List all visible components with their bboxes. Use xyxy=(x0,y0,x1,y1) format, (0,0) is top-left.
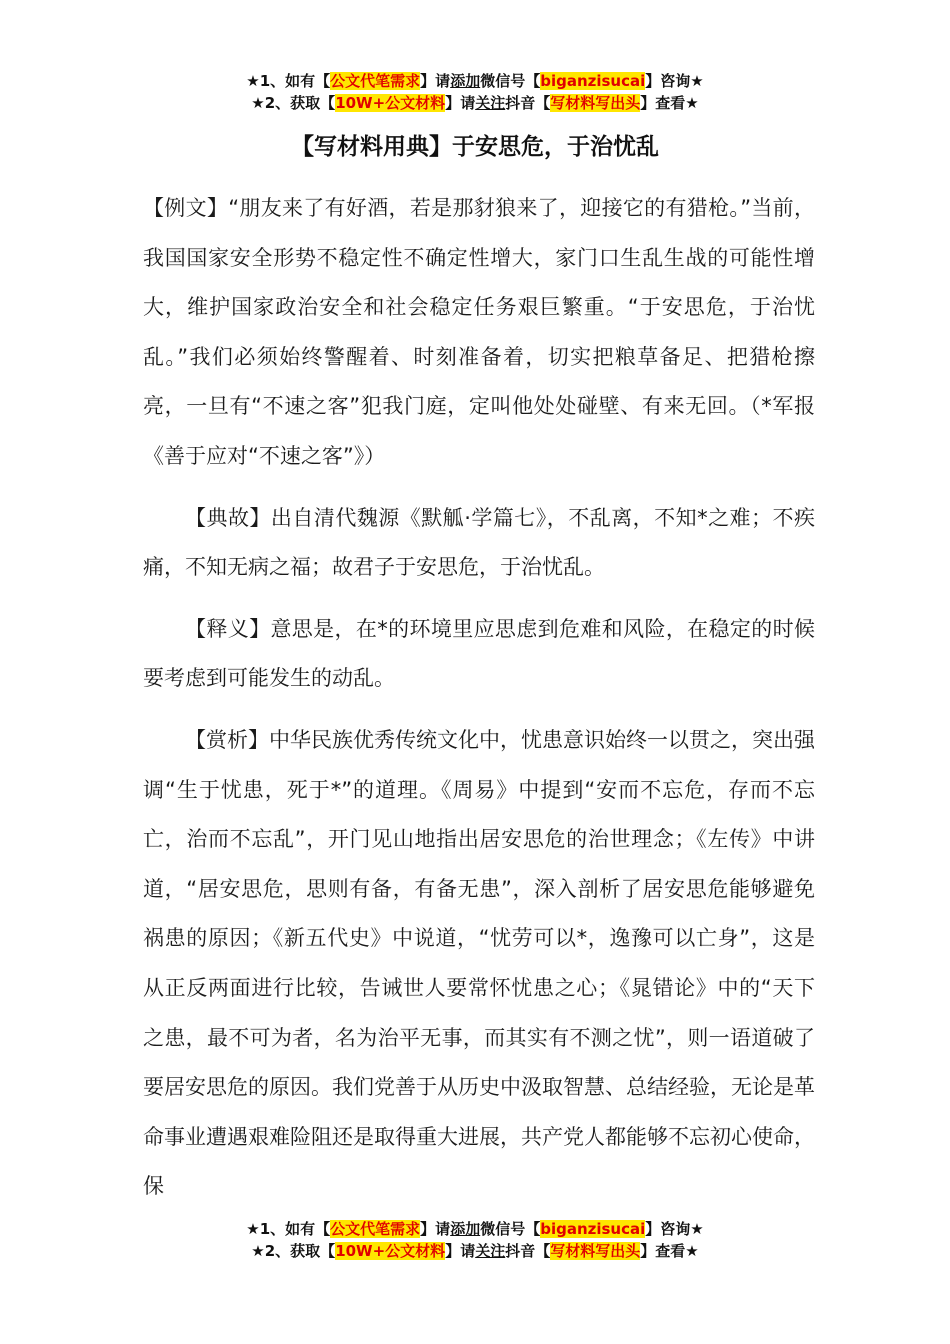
promo-text: 】请 xyxy=(445,94,476,112)
page-title: 【写材料用典】于安思危，于治忧乱 xyxy=(291,134,659,160)
promo-text: 】查看★ xyxy=(640,1242,699,1260)
promo-text: ★2、获取【 xyxy=(251,94,336,112)
promo-highlight: 10W+公文材料 xyxy=(335,94,446,112)
promo-text: 抖音【 xyxy=(505,94,551,112)
promo-emphasis: 添加 xyxy=(450,72,481,90)
promo-text: 抖音【 xyxy=(505,1242,551,1260)
paragraph-analysis: 【赏析】中华民族优秀传统文化中，忧患意识始终一以贯之，突出强调“生于忧患，死于*”的道理。《周易》中提到“安而不忘危，存而不忘亡，治而不忘乱”，开门见山地指出居安思危的治世理念；《左传》中讲道，“居安思危，思则有备，有备无患”，深入剖析了居安思危能够避免祸患的原因；《新五代史》中说道，“忧劳可以*，逸豫可以亡身”，这是从正反两面进行比较，告诫世人要常怀忧患之心；《晁错论》中的“天下之患，最不可为者，名为治平无事，而其实有不测之忧”，则一语道破了要居安思危的原因。我们党善于从历史中汲取智慧、总结经验，无论是革命事业遭遇艰难险阻还是取得重大进展，共产党人都能够不忘初心使命，保 xyxy=(143,727,815,1199)
promo-text: 微信号【 xyxy=(480,1220,541,1238)
promo-line-1 xyxy=(0,1218,950,1240)
promo-text: 】咨询★ xyxy=(645,1220,704,1238)
article-body xyxy=(143,184,815,1224)
promo-highlight: biganzisucai xyxy=(540,72,646,90)
paragraph-source: 【典故】出自清代魏源《默觚·学篇七》，不乱离，不知*之难；不疾痛，不知无病之福；故君子于安思危，于治忧乱。 xyxy=(143,505,815,580)
promo-line-2 xyxy=(0,92,950,114)
promo-highlight: 写材料写出头 xyxy=(550,94,641,112)
promo-highlight: 公文代笔需求 xyxy=(330,1220,421,1238)
promo-highlight: biganzisucai xyxy=(540,1220,646,1238)
promo-highlight: 10W+公文材料 xyxy=(335,1242,446,1260)
promo-line-1 xyxy=(0,70,950,92)
paragraph-meaning: 【释义】意思是，在*的环境里应思虑到危难和风险，在稳定的时候要考虑到可能发生的动乱。 xyxy=(143,616,815,691)
promo-text: 微信号【 xyxy=(480,72,541,90)
paragraph-example: 【例文】“朋友来了有好酒，若是那豺狼来了，迎接它的有猎枪。”当前，我国国家安全形势不稳定性不确定性增大，家门口生乱生战的可能性增大，维护国家政治安全和社会稳定任务艰巨繁重。“于安思危，于治忧乱。”我们必须始终警醒着、时刻准备着，切实把粮草备足、把猎枪擦亮，一旦有“不速之客”犯我门庭，定叫他处处碰壁、有来无回。（*军报《善于应对“不速之客”》） xyxy=(143,196,815,468)
promo-text: ★1、如有【 xyxy=(246,72,331,90)
promo-text: 】请 xyxy=(420,72,451,90)
promo-text: 】查看★ xyxy=(640,94,699,112)
promo-highlight: 写材料写出头 xyxy=(550,1242,641,1260)
promo-text: ★2、获取【 xyxy=(251,1242,336,1260)
promo-text: ★1、如有【 xyxy=(246,1220,331,1238)
promo-text: 】请 xyxy=(445,1242,476,1260)
promo-highlight: 公文代笔需求 xyxy=(330,72,421,90)
promo-text: 】请 xyxy=(420,1220,451,1238)
promo-line-2 xyxy=(0,1240,950,1262)
promo-emphasis: 关注 xyxy=(475,94,506,112)
promo-emphasis: 关注 xyxy=(475,1242,506,1260)
promo-emphasis: 添加 xyxy=(450,1220,481,1238)
promo-text: 】咨询★ xyxy=(645,72,704,90)
promo-banner-top xyxy=(0,70,950,114)
promo-banner-bottom xyxy=(0,1218,950,1262)
